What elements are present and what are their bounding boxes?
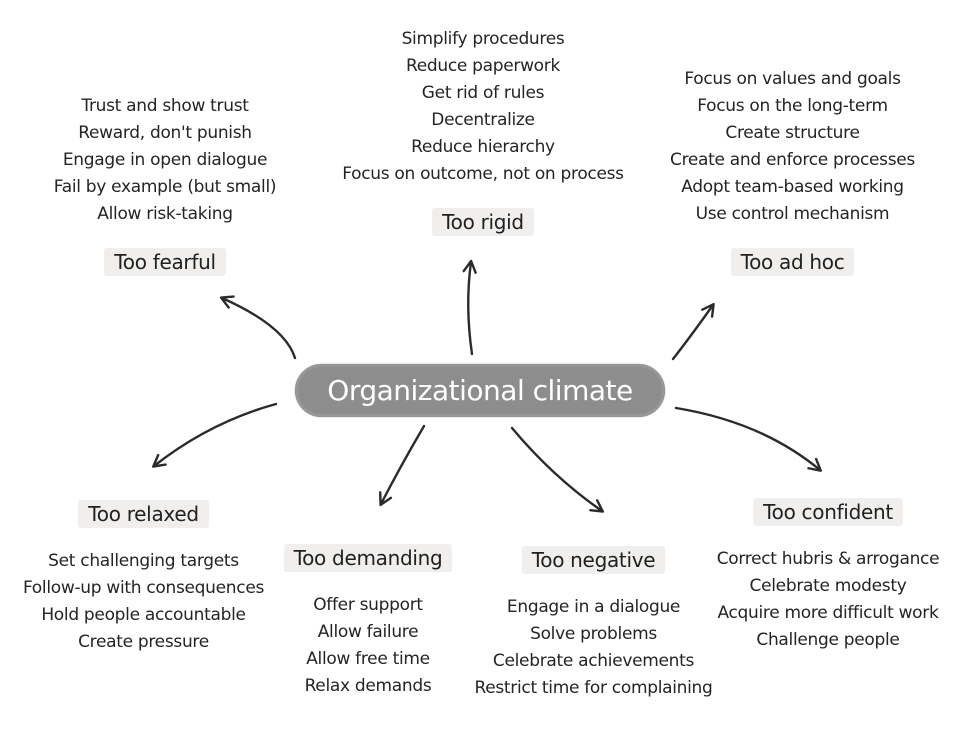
branch-item: Reduce paperwork: [405, 56, 561, 76]
branch-items: [1, 548, 286, 656]
arrow-too-fearful: [222, 298, 295, 358]
branch-items: [645, 66, 940, 228]
branch-label-too-confident: Too confident: [753, 498, 903, 526]
branch-item: Set challenging targets: [48, 551, 239, 571]
branch-items: [456, 594, 731, 702]
branch-label-too-ad-hoc: Too ad hoc: [731, 248, 855, 276]
branch-item: Use control mechanism: [695, 204, 890, 224]
branch-item: Adopt team-based working: [681, 177, 904, 197]
branch-item: Decentralize: [431, 110, 535, 130]
branch-item: Simplify procedures: [401, 29, 565, 49]
branch-item: Focus on outcome, not on process: [342, 164, 624, 184]
branch-item: Fail by example (but small): [53, 177, 277, 197]
branch-item: Offer support: [313, 595, 423, 615]
branch-item: Get rid of rules: [421, 83, 545, 103]
branch-too-ad-hoc: [645, 66, 940, 276]
branch-item: Focus on the long-term: [697, 96, 888, 116]
arrow-too-rigid: [468, 262, 472, 354]
branch-label-too-relaxed: Too relaxed: [78, 500, 208, 528]
arrow-too-negative: [512, 428, 602, 511]
arrow-too-relaxed: [154, 404, 276, 466]
branch-item: Engage in a dialogue: [506, 597, 681, 617]
branch-item: Challenge people: [756, 630, 900, 650]
branch-item: Acquire more difficult work: [717, 603, 939, 623]
branch-too-confident: [698, 498, 958, 654]
branch-item: Engage in open dialogue: [62, 150, 268, 170]
branch-item: Trust and show trust: [81, 96, 249, 116]
branch-item: Allow failure: [317, 622, 419, 642]
arrow-too-demanding: [381, 426, 424, 504]
center-node-organizational-climate: [295, 364, 665, 417]
branch-items: [25, 93, 305, 228]
branch-too-relaxed: [1, 500, 286, 656]
branch-item: Celebrate achievements: [492, 651, 695, 671]
branch-too-negative: [456, 546, 731, 702]
branch-item: Create pressure: [78, 632, 209, 652]
branch-item: Focus on values and goals: [684, 69, 901, 89]
branch-item: Allow free time: [306, 649, 430, 669]
branch-item: Hold people accountable: [41, 605, 246, 625]
branch-label-too-rigid: Too rigid: [432, 208, 534, 236]
arrow-too-ad-hoc: [673, 305, 713, 359]
branch-item: Relax demands: [304, 676, 432, 696]
branch-item: Solve problems: [530, 624, 657, 644]
branch-item: Celebrate modesty: [749, 576, 907, 596]
arrow-too-confident: [676, 408, 820, 470]
branch-too-rigid: [323, 26, 643, 236]
branch-item: Allow risk-taking: [97, 204, 233, 224]
branch-item: Correct hubris & arrogance: [716, 549, 940, 569]
branch-items: [323, 26, 643, 188]
branch-item: Create structure: [725, 123, 860, 143]
branch-too-fearful: [25, 93, 305, 276]
branch-label-too-demanding: Too demanding: [284, 544, 453, 572]
branch-item: Restrict time for complaining: [474, 678, 713, 698]
branch-item: Create and enforce processes: [670, 150, 915, 170]
branch-item: Reduce hierarchy: [411, 137, 555, 157]
branch-label-too-negative: Too negative: [522, 546, 666, 574]
branch-label-too-fearful: Too fearful: [104, 248, 225, 276]
branch-items: [283, 592, 453, 700]
branch-too-demanding: [283, 544, 453, 700]
center-node-label: Organizational climate: [327, 374, 633, 407]
branch-item: Reward, don't punish: [78, 123, 252, 143]
branch-item: Follow-up with consequences: [22, 578, 265, 598]
branch-items: [698, 546, 958, 654]
